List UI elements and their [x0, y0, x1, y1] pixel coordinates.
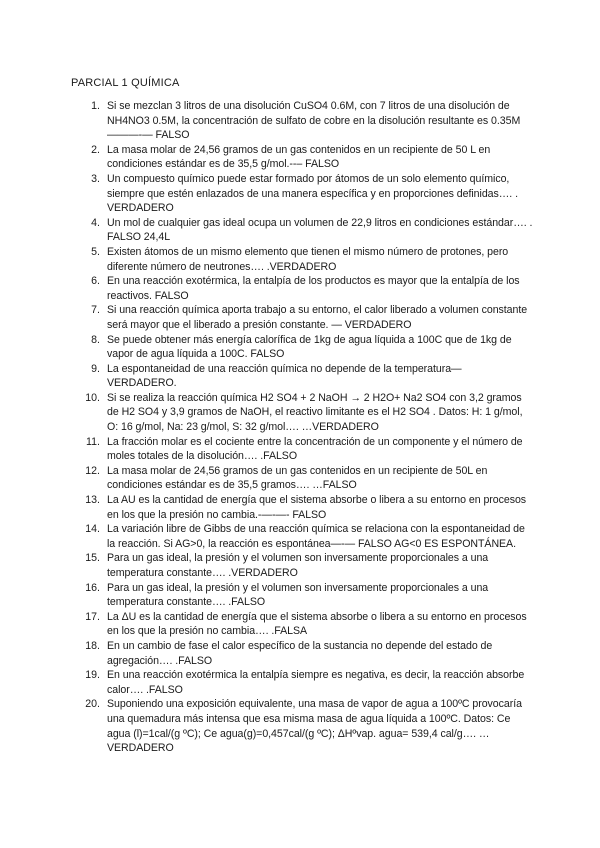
list-item — [71, 435, 534, 464]
list-item — [71, 362, 534, 391]
list-item — [71, 303, 534, 332]
question-number: 10. — [85, 391, 100, 404]
list-item — [71, 391, 534, 435]
question-number: 1. — [91, 100, 100, 112]
question-number: 11. — [86, 435, 100, 448]
question-text: La AU es la cantidad de energía que el sistema absorbe o libera a su entorno en procesos en los que la presión no cambia.-—-—- FALSO — [107, 494, 527, 521]
question-list — [71, 99, 534, 756]
question-text: En una reacción exotérmica, la entalpía de los productos es mayor que la entalpía de los reactivos. FALSO — [107, 275, 520, 302]
question-number: 9. — [91, 362, 100, 375]
question-number: 14. — [85, 523, 100, 536]
list-item — [71, 551, 534, 580]
question-number: 17. — [85, 610, 100, 623]
question-text: En una reacción exotérmica la entalpía siempre es negativa, es decir, la reacción absorbe calor…. .FALSO — [107, 669, 525, 696]
list-item — [71, 172, 534, 216]
question-number: 16. — [85, 581, 100, 594]
question-text: Se puede obtener más energía calorífica de 1kg de agua líquida a 100C que de 1kg de vapor de agua líquida a 100C. FALSO — [107, 333, 512, 361]
question-number: 5. — [91, 245, 100, 258]
question-text: Existen átomos de un mismo elemento que tienen el mismo número de protones, pero diferente número de neutrones…. .VERDADERO — [107, 245, 509, 273]
question-number: 15. — [85, 552, 100, 565]
question-number: 20. — [85, 698, 100, 711]
question-text: Un mol de cualquier gas ideal ocupa un volumen de 22,9 litros en condiciones estándar…. . FALSO 24,4L — [107, 216, 533, 244]
document-title: PARCIAL 1 QUÍMICA — [71, 77, 180, 89]
question-text: La masa molar de 24,56 gramos de un gas contenidos en un recipiente de 50 L en condiciones estándar es de 35,5 g/mol.--– FALSO — [107, 143, 491, 171]
question-number: 12. — [85, 464, 100, 477]
list-item — [71, 697, 534, 755]
list-item — [71, 493, 534, 522]
question-text: La espontaneidad de una reacción química no depende de la temperatura— VERDADERO. — [107, 362, 462, 390]
list-item — [71, 274, 534, 303]
list-item — [71, 143, 534, 172]
list-item — [71, 610, 534, 639]
question-text: La masa molar de 24,56 gramos de un gas contenidos en un recipiente de 50L en condiciones estándar es de 35,5 gramos…. …FALSO — [107, 464, 488, 492]
question-text: La variación libre de Gibbs de una reacción química se relaciona con la espontaneidad de la reacción. Si AG>0, la reacción es espontánea—-— FALSO AG<0 ES ESPONTÁNEA. — [107, 523, 525, 550]
question-number: 8. — [91, 333, 100, 346]
question-text: Para un gas ideal, la presión y el volumen son inversamente proporcionales a una temperatura constante…. .VERDADERO — [107, 552, 489, 579]
question-text: Si se realiza la reacción química H2 SO4 + 2 NaOH → 2 H2O+ Na2 SO4 con 3,2 gramos de H2 SO4 y 3,9 gramos de NaOH, el reactivo limitante es el H2 SO4 . Datos: H: 1 g/mol, O: 16 g/mol, Na: 23 g/mol, S: 32 g/mol…. …VERDADERO — [107, 391, 523, 434]
question-text: La fracción molar es el cociente entre la concentración de un componente y el número de moles totales de la disolución…. .FALSO — [107, 435, 523, 463]
question-number: 6. — [91, 275, 100, 288]
list-item — [71, 668, 534, 697]
question-number: 2. — [91, 143, 100, 156]
list-item — [71, 245, 534, 274]
question-number: 4. — [91, 216, 100, 229]
question-text: Si una reacción química aporta trabajo a su entorno, el calor liberado a volumen constante será mayor que el liberado a presión constante. — VERDADERO — [107, 304, 528, 331]
list-item — [71, 464, 534, 493]
list-item — [71, 99, 534, 143]
list-item — [71, 333, 534, 362]
list-item — [71, 216, 534, 245]
question-text: Para un gas ideal, la presión y el volumen son inversamente proporcionales a una temperatura constante…. .FALSO — [107, 581, 489, 609]
question-number: 19. — [85, 669, 100, 682]
question-number: 3. — [91, 172, 100, 185]
list-item — [71, 639, 534, 668]
question-text: Suponiendo una exposición equivalente, una masa de vapor de agua a 100ºC provocaría una quemadura más intensa que esa misma masa de agua líquida a 100ºC. Datos: Ce agua (l)=1cal/(g ºC); Ce agua(g)=0,457cal/(g ºC); ΔHºvap. agua= 539,4 cal/g…. …VERDADERO — [107, 698, 522, 755]
list-item — [71, 581, 534, 610]
list-item — [71, 522, 534, 551]
question-text: En un cambio de fase el calor específico de la sustancia no depende del estado de agregación…. .FALSO — [107, 639, 493, 667]
question-text: Un compuesto químico puede estar formado por átomos de un solo elemento químico, siempre que estén enlazados de una manera específica y en proporciones definidas…. . VERDADERO — [107, 172, 518, 215]
question-text: Si se mezclan 3 litros de una disolución CuSO4 0.6M, con 7 litros de una disolución de NH4NO3 0.5M, la concentración de sulfato de cobre en la disolución resultante es 0.35M———-— FALSO — [107, 100, 521, 142]
question-number: 13. — [85, 494, 100, 507]
question-number: 7. — [91, 304, 100, 317]
question-text: La ΔU es la cantidad de energía que el sistema absorbe o libera a su entorno en procesos en los que la presión no cambia…. .FALSA — [107, 610, 527, 638]
question-number: 18. — [85, 639, 100, 652]
